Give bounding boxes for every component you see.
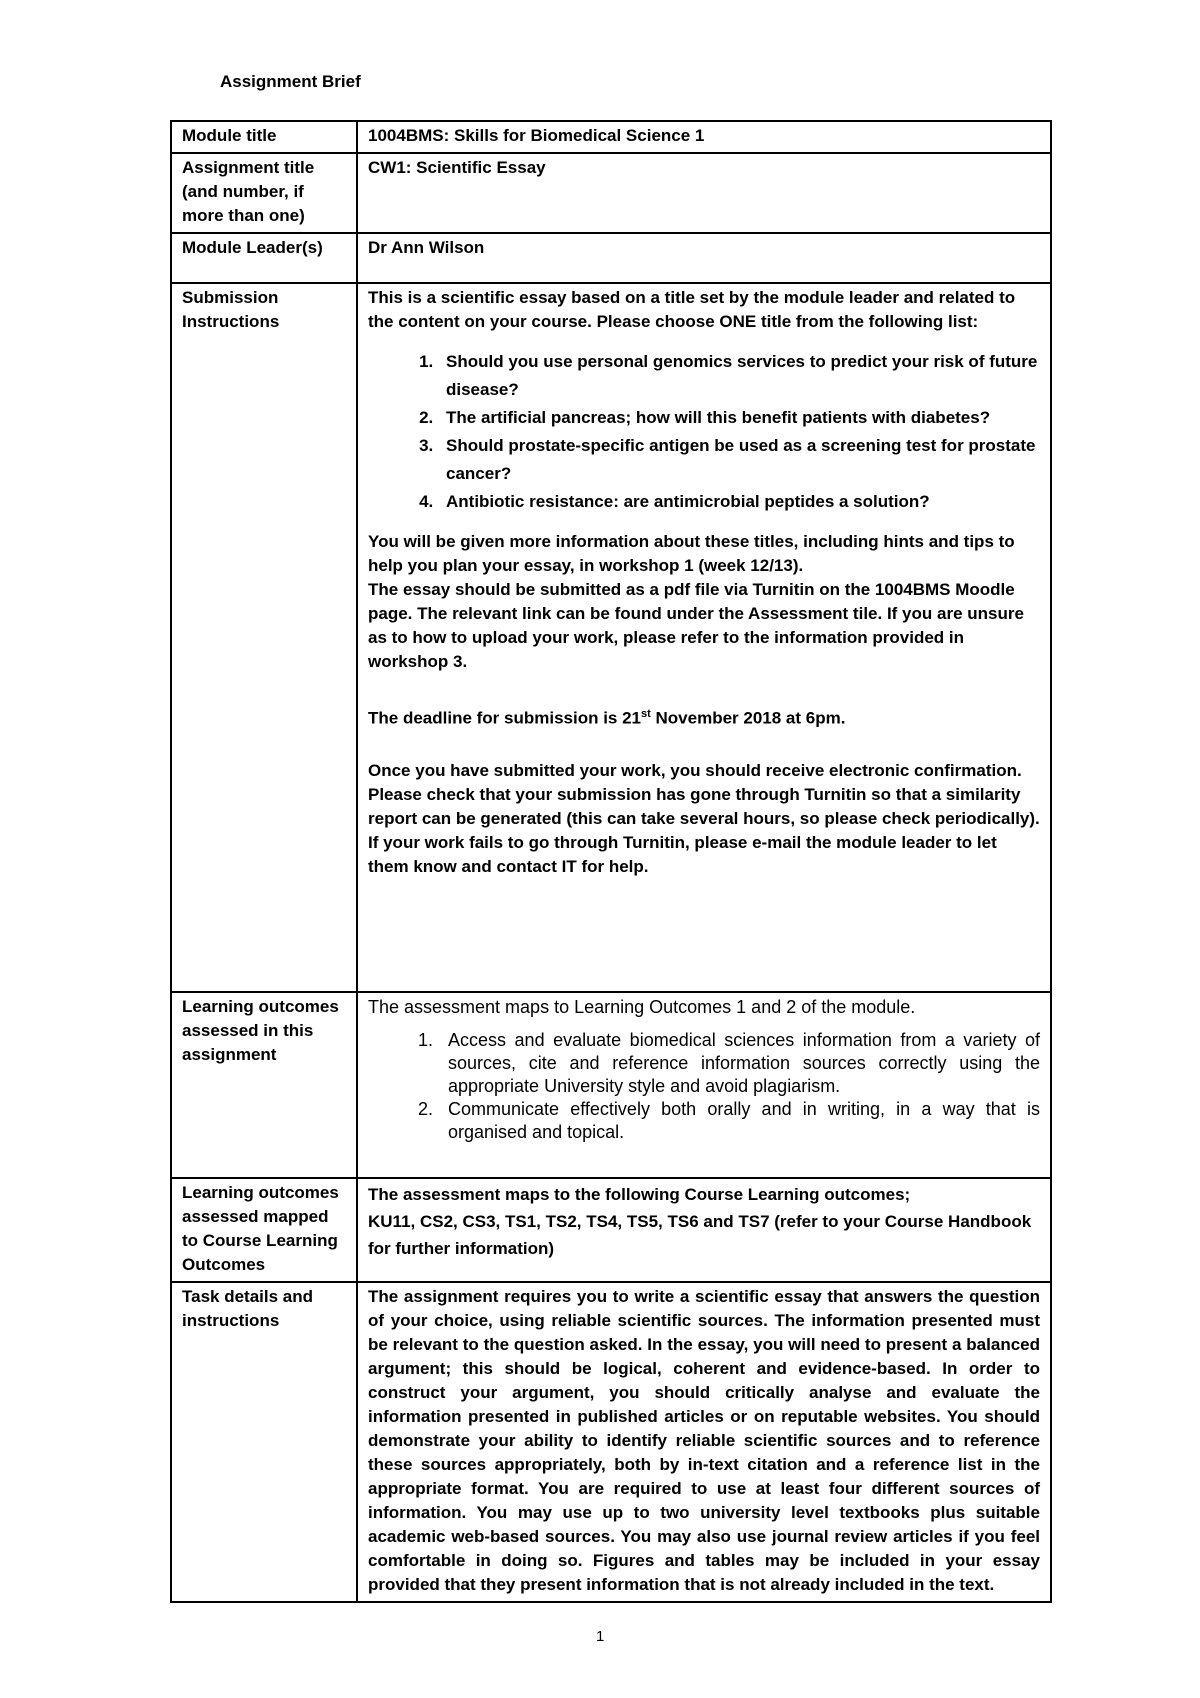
learning-outcome-item: 1. Access and evaluate biomedical sciences information from a variety of sources, cite and reference information sources correctly using the appropriate University style and avoid plagiarism. — [438, 1029, 1040, 1098]
assignment-brief-table — [170, 120, 1052, 1603]
submit-how-text: The essay should be submitted as a pdf file via Turnitin on the 1004BMS Moodle page. The relevant link can be found under the Assessment tile. If you are unsure as to how to upload your work, please refer to the information provided in workshop 3. — [368, 580, 1024, 671]
learning-outcomes-intro: The assessment maps to Learning Outcomes 1 and 2 of the module. — [368, 997, 916, 1017]
module-title-value: 1004BMS: Skills for Biomedical Science 1 — [357, 121, 1051, 153]
essay-title-item: 1. Should you use personal genomics services to predict your risk of future disease? — [438, 348, 1040, 404]
course-outcomes-cell — [357, 1178, 1051, 1282]
task-details-text: The assignment requires you to write a scientific essay that answers the question of your choice, using reliable scientific sources. The information presented must be relevant to the question asked. In the essay, you will need to present a balanced argument; this should be logical, coherent and evidence-based. In order to construct your argument, you should critically analyse and evaluate the information presented in published articles or on reputable websites. You should demonstrate your ability to identify reliable scientific sources and to reference these sources appropriately, both by in-text citation and a reference list in the appropriate format. You are required to use at least four different sources of information. You may use up to two university level textbooks plus suitable academic web-based sources. You may also use journal review articles if you feel comfortable in doing so. Figures and tables may be included in your essay provided that they present information that is not already included in the text. — [357, 1282, 1051, 1602]
essay-title-item: 4. Antibiotic resistance: are antimicrobial peptides a solution? — [438, 488, 1040, 516]
learning-outcome-item: 2. Communicate effectively both orally and in writing, in a way that is organised and topical. — [438, 1098, 1040, 1144]
task-details-label: Task details and instructions — [171, 1282, 357, 1602]
table-row-module-title — [171, 121, 1051, 153]
table-row-assignment-title — [171, 153, 1051, 233]
essay-title-item: 3. Should prostate-specific antigen be used as a screening test for prostate cancer? — [438, 432, 1040, 488]
module-title-label: Module title — [171, 121, 357, 153]
essay-title-item: 2. The artificial pancreas; how will this benefit patients with diabetes? — [438, 404, 1040, 432]
assignment-title-label: Assignment title (and number, if more than one) — [171, 153, 357, 233]
module-leader-value: Dr Ann Wilson — [357, 233, 1051, 283]
table-row-course-outcomes — [171, 1178, 1051, 1282]
module-leader-label: Module Leader(s) — [171, 233, 357, 283]
learning-outcomes-cell — [357, 992, 1051, 1178]
more-info-text: You will be given more information about these titles, including hints and tips to help you plan your essay, in workshop 1 (week 12/13). — [368, 532, 1015, 575]
table-row-submission — [171, 283, 1051, 992]
deadline-ordinal: st — [641, 708, 651, 720]
table-row-task-details — [171, 1282, 1051, 1602]
document-heading: Assignment Brief — [220, 72, 361, 91]
confirmation-text: Once you have submitted your work, you should receive electronic confirmation. Please check that your submission has gone through Turnitin so that a similarity report can be generated (this can take several hours, so please check periodically). If your work fails to go through Turnitin, please e-mail the module leader to let them know and contact IT for help. — [368, 760, 1040, 876]
course-outcomes-line1: The assessment maps to the following Course Learning outcomes; — [368, 1185, 911, 1204]
learning-outcomes-list — [368, 1029, 1040, 1144]
essay-titles-list — [368, 348, 1040, 516]
table-row-module-leader — [171, 233, 1051, 283]
learning-outcomes-label: Learning outcomes assessed in this assignment — [171, 992, 357, 1178]
page-number: 1 — [596, 1628, 605, 1645]
submission-label: Submission Instructions — [171, 283, 357, 992]
submission-instructions — [357, 283, 1051, 992]
submission-intro: This is a scientific essay based on a title set by the module leader and related to the content on your course. Please choose ONE title from the following list: — [368, 288, 1016, 331]
deadline-text: The deadline for submission is 21st November 2018 at 6pm. — [368, 708, 846, 728]
course-outcomes-line2: KU11, CS2, CS3, TS1, TS2, TS4, TS5, TS6 and TS7 (refer to your Course Handbook for further information) — [368, 1212, 1032, 1258]
course-outcomes-label: Learning outcomes assessed mapped to Course Learning Outcomes — [171, 1178, 357, 1282]
table-row-learning-outcomes — [171, 992, 1051, 1178]
assignment-title-value: CW1: Scientific Essay — [357, 153, 1051, 233]
